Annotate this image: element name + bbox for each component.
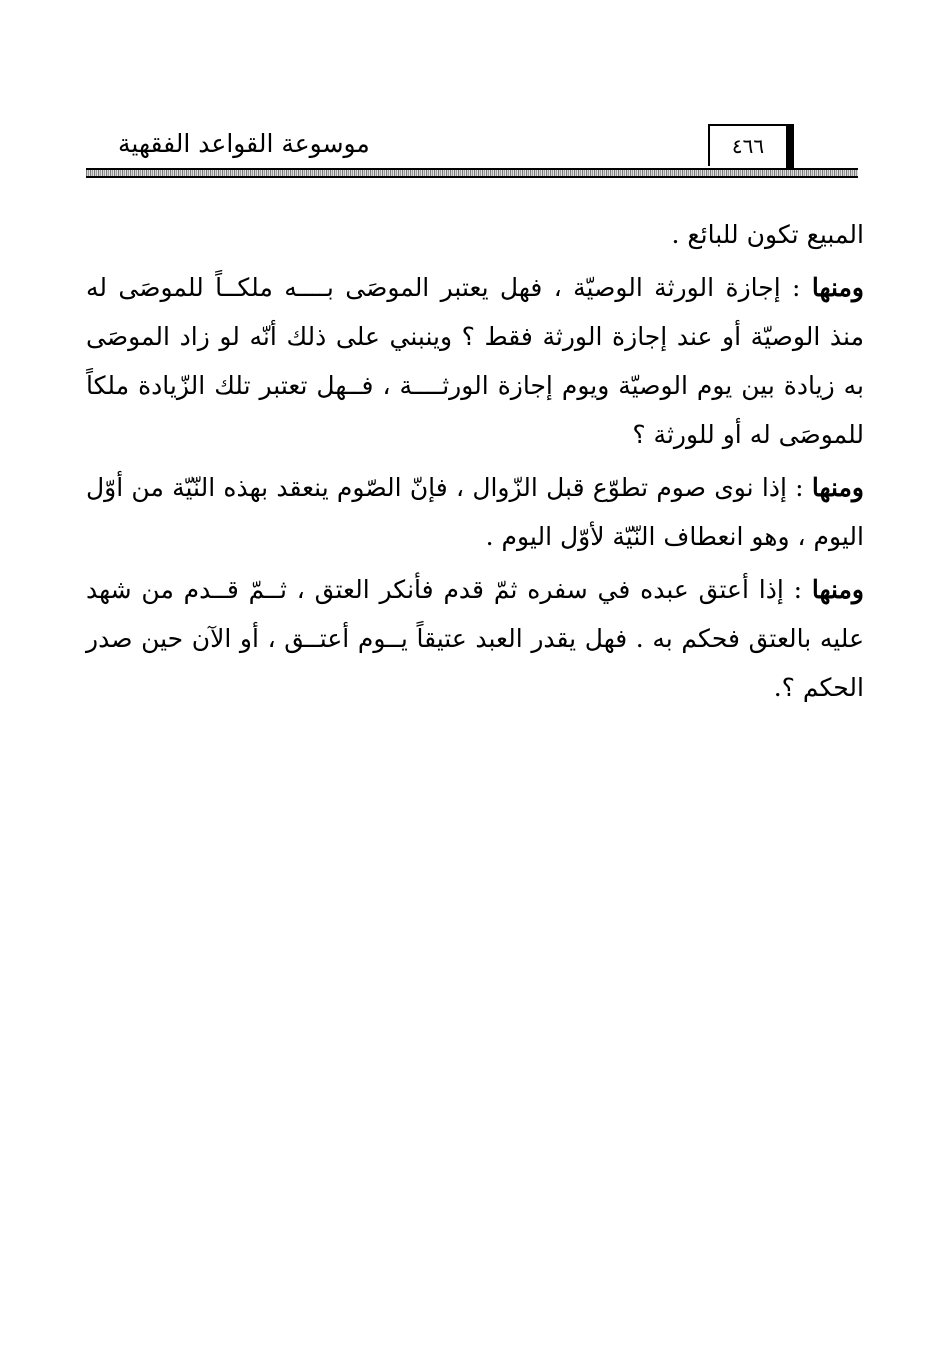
paragraph-emancipation bbox=[86, 565, 864, 712]
paragraph-text: المبيع تكون للبائع . bbox=[671, 220, 864, 249]
paragraph-lead: ومنها bbox=[811, 575, 864, 604]
page-number: ٤٦٦ bbox=[731, 134, 765, 158]
paragraph-text: : إجازة الورثة الوصيّة ، فهل يعتبر الموصَى بــــه ملكــاً للموصَى له منذ الوصيّة أو عند إجازة الورثة فقط ؟ وينبني على ذلك أنّه لو زاد الموصَى به زيادة بين يوم الوصيّة ويوم إجازة الورثــــة ، فــهل تعتبر تلك الزّيادة ملكاً للموصَى له أو للورثة ؟ bbox=[86, 273, 864, 449]
paragraph-text: : إذا نوى صوم تطوّع قبل الزّوال ، فإنّ الصّوم ينعقد بهذه النّيّة من أوّل اليوم ، وهو انعطاف النّيّة لأوّل اليوم . bbox=[86, 473, 864, 551]
paragraph-continuation bbox=[86, 210, 864, 259]
book-title: موسوعة القواعد الفقهية bbox=[118, 129, 370, 158]
paragraph-text: : إذا أعتق عبده في سفره ثمّ قدم فأنكر العتق ، ثــمّ قــدم من شهد عليه بالعتق فحكم به . فهل يقدر العبد عتيقاً يــوم أعتــق ، أو الآن حين صدر الحكم ؟. bbox=[86, 575, 864, 702]
paragraph-fasting bbox=[86, 463, 864, 561]
paragraph-lead: ومنها bbox=[811, 273, 864, 302]
paragraph-bequest bbox=[86, 263, 864, 459]
header-rule bbox=[86, 168, 858, 178]
page-header bbox=[86, 120, 858, 184]
page-body bbox=[86, 210, 864, 716]
paragraph-lead: ومنها bbox=[811, 473, 864, 502]
